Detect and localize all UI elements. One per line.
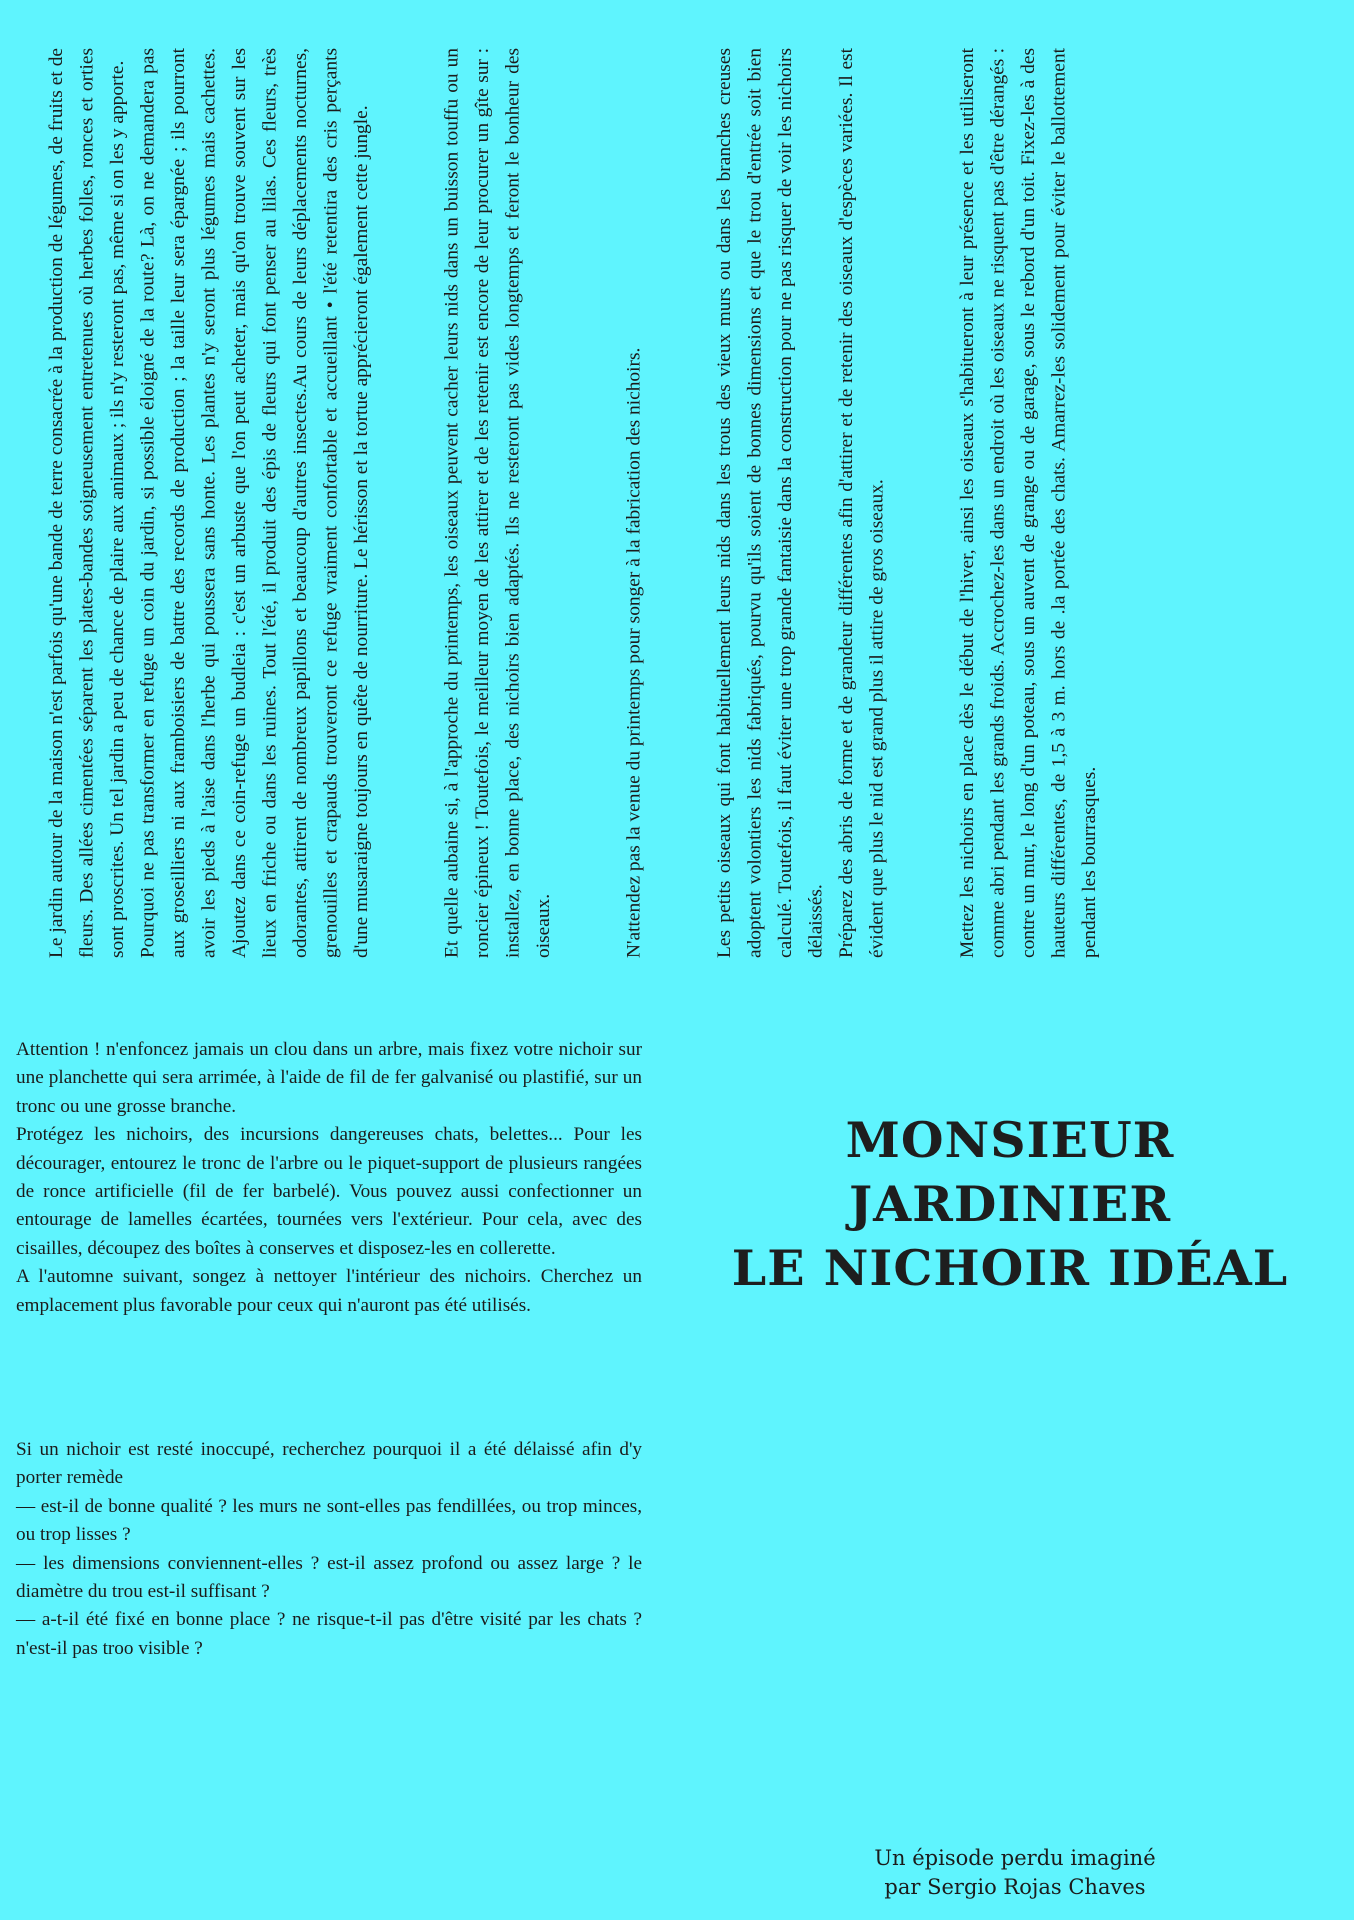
paragraph-autumn: A l'automne suivant, songez à nettoyer l'intérieur des nichoirs. Cherchez un emplacement plus favorable pour ceux qui n'auront pas été utilisés. bbox=[16, 1266, 642, 1316]
paragraph-spring-note: N'attendez pas la venue du printemps pour songer à la fabrication des nichoirs. bbox=[623, 347, 645, 958]
paragraph-refuge: Pourquoi ne pas transformer en refuge un coin du jardin, si possible éloigné de la route? Là, on ne demandera pas aux groseilliers ni aux framboisiers de battre des records de production ; la taille leur sera épargnée ; ils pourront avoir les pieds à l'aise dans l'herbe qui poussera sans honte. Les plantes n'y seront plus légumes mais cachettes. Ajoutez dans ce coin-refuge un budleia : c'est un arbuste que l'on peut acheter, mais qu'on trouve souvent sur les lieux en friche ou dans les ruines. Tout l'été, il produit des épis de fleurs qui font penser au lilas. Ces fleurs, très odorantes, attirent de nombreux papillons et beaucoup d'autres insectes.Au cours de leurs déplacements nocturnes, grenouilles et crapauds trouveront ce refuge vraiment confortable et accueillant • l'été retentira des cris perçants d'une musaraigne toujours en quête de nourriture. Le hérisson et la tortue apprécieront également cette jungle. bbox=[137, 48, 372, 958]
credit-line-1: Un épisode perdu imaginé bbox=[874, 1846, 1156, 1870]
author-credit bbox=[820, 1844, 1210, 1902]
paragraph-shelters: Préparez des abris de forme et de grandeur différentes afin d'attirer et de retenir des oiseaux d'espèces variées. Il est évident que plus le nid est grand plus il attire de gros oiseaux. bbox=[836, 48, 888, 958]
paragraph-small-birds: Les petits oiseaux qui font habituellement leurs nids dans les trous des vieux murs ou dans les branches creuses adoptent volontiers les nids fabriqués, pourvu qu'ils soient de bonnes dimensions et que le trou d'entrée soit bien calculé. Toutefois, il faut éviter une trop grande fantaisie dans la construction pour ne pas risquer de voir les nichoirs délaissés. bbox=[714, 48, 827, 958]
paragraph-placement: Mettez les nichoirs en place dès le début de l'hiver, ainsi les oiseaux s'habitueront à leur présence et les utiliseront comme abri pendant les grands froids. Accrochez-les dans un endroit où les oiseaux ne risquent pas d'être dérangés : contre un mur, le long d'un poteau, sous un auvent de grange ou de garage, sous le rebord d'un toit. Fixez-les à des hauteurs différentes, de 1,5 à 3 m. hors de .la portée des chats. Amarrez-les solidement pour éviter le ballottement pendant les bourrasques. bbox=[957, 48, 1100, 958]
protection-text-block bbox=[16, 1036, 642, 1320]
checklist-dimensions: — les dimensions conviennent-elles ? est-il assez profond ou assez large ? le diamètre du trou est-il suffisant ? bbox=[16, 1552, 642, 1603]
paragraph-birds-nests: Et quelle aubaine si, à l'approche du printemps, les oiseaux peuvent cacher leurs nids dans un buisson touffu ou un roncier épineux ! Toutefois, le meilleur moyen de les attirer et de les retenir est encore de leur procurer un gîte sur : installez, en bonne place, des nichoirs bien adaptés. Ils ne resteront pas vides longtemps et feront le bonheur des oiseaux. bbox=[441, 48, 554, 958]
paragraph-protect: Protégez les nichoirs, des incursions dangereuses chats, belettes... Pour les décourager, entourez le tronc de l'arbre ou le piquet-support de plusieurs rangées de ronce artificielle (fil de fer barbelé). Vous pouvez aussi confectionner un entourage de lamelles écartées, tournées vers l'extérieur. Pour cela, avec des cisailles, découpez des boîtes à conserves et disposez-les en collerette. bbox=[16, 1124, 642, 1259]
rotated-text-columns bbox=[42, 48, 1272, 958]
title-line-2: LE NICHOIR IDÉAL bbox=[731, 1239, 1289, 1297]
checklist-placement: — a-t-il été fixé en bonne place ? ne risque-t-il pas d'être visité par les chats ? n'est-il pas troo visible ? bbox=[16, 1609, 642, 1659]
paragraph-attention: Attention ! n'enfoncez jamais un clou dans un arbre, mais fixez votre nichoir sur une planchette qui sera arrimée, à l'aide de fil de fer galvanisé ou plastifié, sur un tronc ou une grosse branche. bbox=[16, 1039, 642, 1117]
title-line-1: MONSIEUR JARDINIER bbox=[845, 1111, 1175, 1233]
credit-line-2: par Sergio Rojas Chaves bbox=[884, 1875, 1146, 1899]
paragraph-unoccupied: Si un nichoir est resté inoccupé, recherchez pourquoi il a été délaissé afin d'y porter remède bbox=[16, 1439, 642, 1489]
paragraph-garden-intro: Le jardin autour de la maison n'est parfois qu'une bande de terre consacrée à la production de légumes, de fruits et de fleurs. Des allées cimentées séparent les plates-bandes soigneusement entretenues où herbes folles, ronces et orties sont proscrites. Un tel jardin a peu de chance de plaire aux animaux ; ils n'y resteront pas, même si on les y apporte. bbox=[46, 48, 128, 958]
empty-nest-text-block bbox=[16, 1436, 642, 1663]
checklist-quality: — est-il de bonne qualité ? les murs ne sont-elles pas fendillées, ou trop minces, ou trop lisses ? bbox=[16, 1495, 642, 1546]
page-title bbox=[680, 1108, 1340, 1300]
